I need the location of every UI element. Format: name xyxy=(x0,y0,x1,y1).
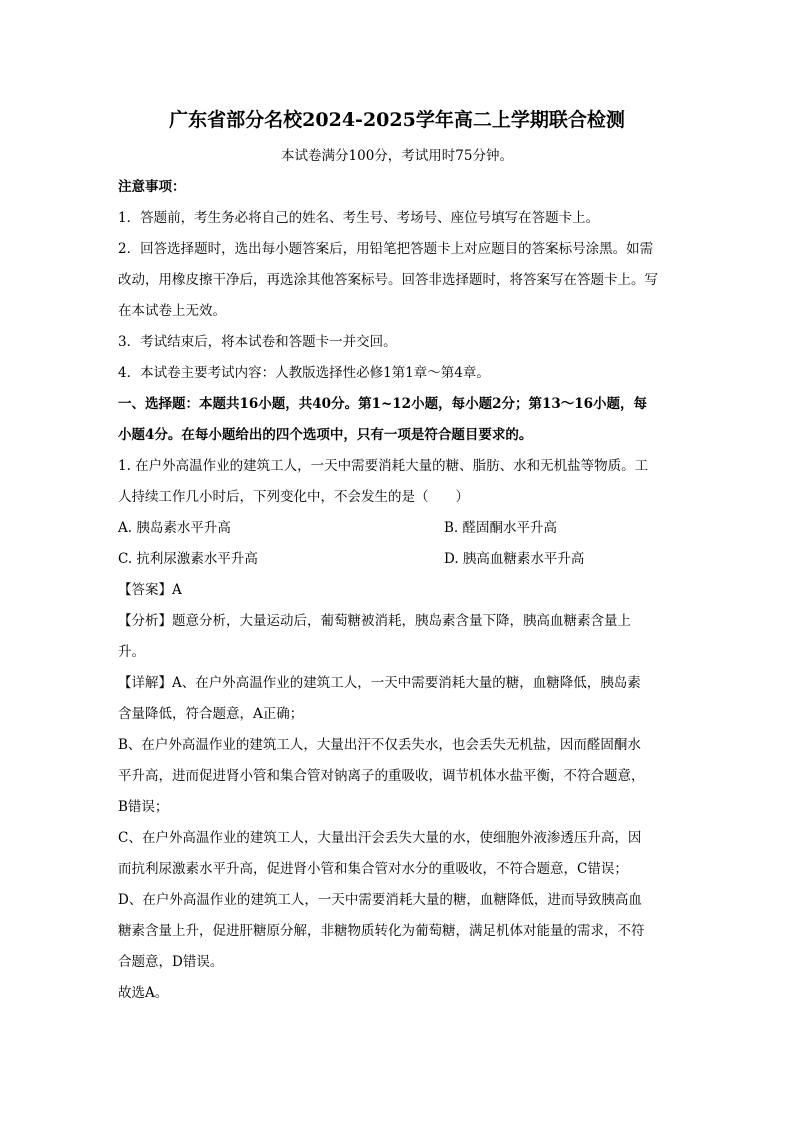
notice-line: 1．答题前，考生务必将自己的姓名、考生号、考场号、座位号填写在答题卡上。 xyxy=(118,210,600,226)
notice-line: 改动，用橡皮擦干净后，再选涂其他答案标号。回答非选择题时，将答案写在答题卡上。写 xyxy=(118,272,658,288)
detail-line: 平升高，进而促进肾小管和集合管对钠离子的重吸收，调节机体水盐平衡，不符合题意， xyxy=(118,768,645,784)
section-heading: 一、选择题：本题共16小题，共40分。第1~12小题，每小题2分；第13～16小题，每 xyxy=(118,396,648,412)
notice-line: 在本试卷上无效。 xyxy=(118,303,226,319)
option-a: A. 胰岛素水平升高 xyxy=(118,520,231,536)
notice-heading: 注意事项： xyxy=(118,179,186,195)
notice-line: 4．本试卷主要考试内容：人教版选择性必修1第1章～第4章。 xyxy=(118,365,490,381)
detail-line: D、在户外高温作业的建筑工人，一天中需要消耗大量的糖，血糖降低，进而导致胰高血 xyxy=(118,892,642,908)
conclusion: 故选A。 xyxy=(118,985,169,1001)
notice-line: 2．回答选择题时，选出每小题答案后，用铅笔把答题卡上对应题目的答案标号涂黑。如需 xyxy=(118,241,654,257)
detail-line: 而抗利尿激素水平升高，促进肾小管和集合管对水分的重吸收，不符合题意，C错误； xyxy=(118,861,628,877)
detail-line: 糖素含量上升，促进肝糖原分解，非糖物质转化为葡萄糖，满足机体对能量的需求，不符 xyxy=(118,923,645,939)
analysis-line: 升。 xyxy=(118,644,145,660)
detail-line: 合题意，D错误。 xyxy=(118,954,224,970)
option-d: D. 胰高血糖素水平升高 xyxy=(444,551,585,567)
exam-title: 广东省部分名校2024-2025学年高二上学期联合检测 xyxy=(169,109,625,131)
option-b: B. 醛固酮水平升高 xyxy=(444,520,558,536)
detail-line: C、在户外高温作业的建筑工人，大量出汗会丢失大量的水，使细胞外液渗透压升高，因 xyxy=(118,830,642,846)
notice-line: 3．考试结束后，将本试卷和答题卡一并交回。 xyxy=(118,334,397,350)
analysis-line: 【分析】题意分析，大量运动后，葡萄糖被消耗，胰岛素含量下降，胰高血糖素含量上 xyxy=(118,613,631,629)
section-heading: 小题4分。在每小题给出的四个选项中，只有一项是符合题目要求的。 xyxy=(118,427,533,443)
option-c: C. 抗利尿激素水平升高 xyxy=(118,551,258,567)
detail-line: 含量降低，符合题意，A正确； xyxy=(118,706,304,722)
detail-line: B错误； xyxy=(118,799,169,815)
question-stem: 人持续工作几小时后，下列变化中，不会发生的是（ ） xyxy=(118,489,469,505)
detail-line: B、在户外高温作业的建筑工人，大量出汗不仅丢失水，也会丢失无机盐，因而醛固酮水 xyxy=(118,737,641,753)
question-stem: 1. 在户外高温作业的建筑工人，一天中需要消耗大量的糖、脂肪、水和无机盐等物质。工 xyxy=(118,458,649,474)
answer: 【答案】A xyxy=(118,582,182,598)
detail-line: 【详解】A、在户外高温作业的建筑工人，一天中需要消耗大量的糖，血糖降低，胰岛素 xyxy=(118,675,641,691)
exam-subtitle: 本试卷满分100分，考试用时75分钟。 xyxy=(281,148,513,164)
